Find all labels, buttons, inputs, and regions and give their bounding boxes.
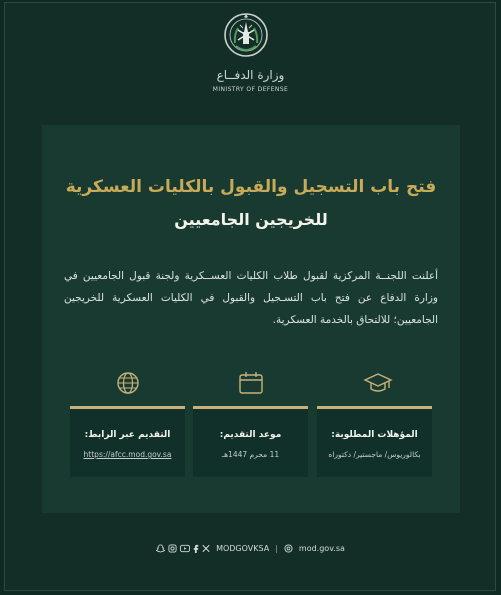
qualifications-label: المؤهلات المطلوبة: [331, 430, 418, 440]
ministry-name-english: MINISTRY OF DEFENSE [212, 86, 289, 93]
ministry-name-arabic: وزارة الدفــاع [216, 68, 285, 82]
social-icons [156, 544, 210, 553]
calendar-icon [237, 370, 265, 396]
ministry-emblem-icon [222, 10, 270, 62]
facebook-icon[interactable] [193, 544, 199, 553]
link-label: التقديم عبر الرابط: [84, 430, 171, 440]
footer [0, 544, 501, 553]
x-icon[interactable] [202, 544, 210, 553]
snapchat-icon[interactable] [156, 544, 165, 553]
web-icon [284, 544, 293, 553]
graduation-cap-icon [363, 370, 393, 396]
footer-separator: | [275, 544, 278, 553]
announcement-title: فتح باب التسجيل والقبول بالكليات العسكرية [65, 177, 437, 197]
instagram-icon[interactable] [168, 544, 177, 553]
date-value: 11 محرم 1447هـ [221, 450, 280, 459]
announcement-subtitle: للخريجين الجامعيين [174, 210, 328, 229]
link-box [70, 406, 185, 477]
globe-icon [115, 370, 141, 396]
application-link[interactable]: https://afcc.mod.gov.sa [83, 450, 172, 459]
date-box [193, 406, 308, 477]
announcement-card [42, 125, 460, 513]
link-icon-wrap [68, 370, 188, 400]
date-label: موعد التقديم: [219, 430, 282, 440]
qualifications-value: بكالوريوس/ ماجستير/ دكتوراه [328, 450, 421, 459]
announcement-body: أعلنت اللجنــة المركزية لقبول طلاب الكليات العســكرية ولجنة قبول الجامعيين في وزارة الدفاع عن فتح باب التسـجيل والقبول في الكليات العسكرية للخريجين الجامعيين؛ للالتحاق بالخدمة العسكرية. [64, 270, 438, 326]
qualifications-box [317, 406, 432, 477]
qualifications-icon-wrap [318, 370, 438, 400]
website-link[interactable]: mod.gov.sa [298, 544, 345, 553]
youtube-icon[interactable] [180, 544, 190, 553]
date-icon-wrap [191, 370, 311, 400]
social-handle[interactable]: MODGOVKSA [216, 544, 270, 553]
